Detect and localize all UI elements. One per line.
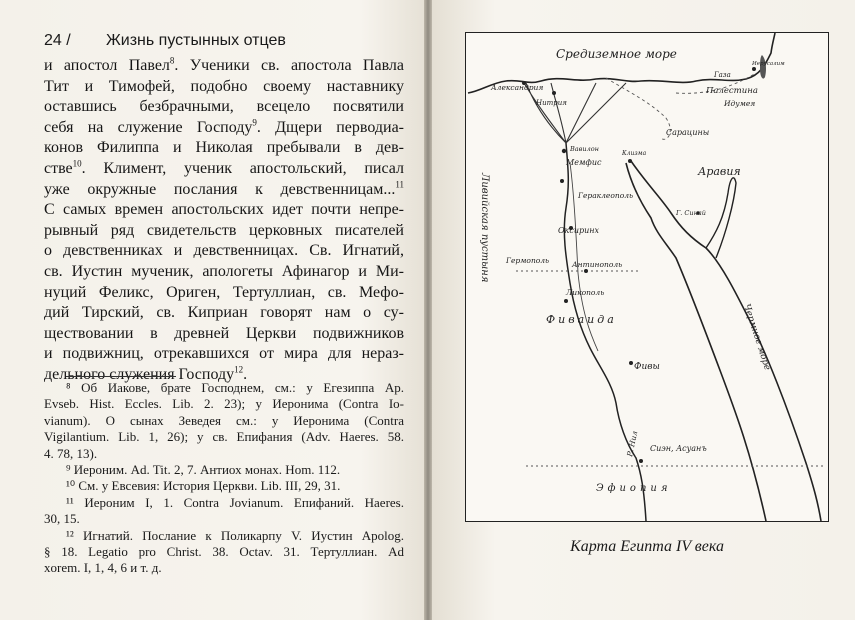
footnote-line: § 18. Legatio pro Christ. 38. Octav. 31. Тертуллиан. Ad	[44, 544, 404, 560]
red-sea-east-coast	[631, 161, 821, 521]
text-run: св. Иустин мученик, апологеты Афинагор и Ми-	[44, 262, 404, 280]
label-palestine: Палестина	[706, 86, 758, 96]
text-run: . Ученики св. апостола Павла	[174, 57, 404, 74]
text-run: .	[243, 365, 248, 383]
body-line	[44, 324, 404, 345]
footnote-ref: 9	[252, 117, 257, 128]
body-line	[44, 221, 404, 242]
page-number: 24 /	[44, 32, 71, 49]
footnote-line: ⁹ Иероним. Ad. Tit. 2, 7. Антиох монах. Hom. 112.	[66, 462, 341, 478]
label-thebaid: Фиваида	[546, 313, 617, 326]
text-run: . Дщери перводиа-	[256, 118, 404, 136]
label-babylon: Вавилон	[570, 145, 599, 153]
body-line	[44, 262, 404, 283]
footnote-line: Evseb. Hist. Eccles. Lib. 2. 23); у Иеронима (Contra Io-	[44, 396, 404, 412]
body-line	[44, 56, 404, 77]
map-caption: Карта Египта IV века	[570, 538, 724, 555]
running-head	[44, 32, 404, 50]
text-run: стве	[44, 159, 73, 177]
body-line	[44, 200, 404, 221]
footnote-ref: 8	[169, 55, 175, 66]
footnote-line: xorem. I, 1, 4, 6 и т. д.	[44, 560, 162, 576]
body-line	[44, 159, 404, 180]
label-saracens: Сарацины	[666, 128, 710, 137]
text-run: Тит и Тимофей, подобно своему наставнику	[44, 77, 404, 95]
footnote-rule	[66, 376, 176, 377]
body-line	[44, 180, 404, 201]
map-drawing	[466, 33, 828, 521]
label-thebes: Фивы	[634, 362, 660, 372]
label-alexandria: Александрия	[491, 83, 544, 92]
label-ethiopia: Эфиопия	[596, 483, 672, 494]
label-klysma: Клизма	[622, 150, 647, 157]
footnote-line: ¹⁰ См. у Евсевия: История Церкви. Lib. III, 29, 31.	[66, 478, 341, 494]
nile-delta	[524, 83, 626, 143]
running-title: Жизнь пустынных отцев	[106, 32, 286, 49]
label-arabia: Аравия	[698, 165, 741, 178]
body-line	[44, 138, 404, 159]
body-text	[44, 56, 404, 386]
label-sea-north: Средиземное море	[556, 47, 677, 61]
footnote-line: 30, 15.	[44, 511, 80, 527]
label-jerusalem: Иерусалим	[752, 61, 785, 67]
settlement-dots	[522, 67, 756, 463]
label-red-sea: Чермное море	[741, 302, 772, 372]
label-sinai: Г. Синай	[676, 209, 706, 217]
text-run: С самых времен апостольских идет почти непре-	[44, 201, 404, 219]
text-run: о девственниках и девственницах. Св. Игнатий,	[44, 242, 404, 260]
text-run: конов Филиппа и Николая пребывали в дев-	[44, 139, 404, 157]
footnotes	[44, 380, 404, 577]
body-line	[44, 344, 404, 365]
text-run: и апостол Павел	[44, 57, 170, 74]
label-nile: Р. Нил	[625, 430, 640, 458]
text-run: оставшись безбрачными, всецело посвятили	[44, 98, 404, 116]
text-run: дельного служения Господу	[44, 365, 235, 383]
footnote-ref: 10	[72, 158, 82, 169]
label-oxyrhynchus: Оксиринх	[558, 226, 600, 235]
body-line	[44, 241, 404, 262]
text-run: нуций Феликс, Ориген, Тертуллиан, св. Мефо-	[44, 283, 404, 301]
footnote-ref: 12	[234, 364, 244, 375]
text-run: и подвижниц, отрекавшихся от мира для нераз-	[44, 345, 404, 363]
body-line	[44, 77, 404, 98]
footnote-line: vianum). О сынах Зеведея см.: у Иеронима (Contra	[44, 412, 404, 428]
footnote-line: ⁸ Об Иакове, брате Господнем, см.: у Егезиппа Ap.	[66, 380, 404, 395]
footnote-line: ¹¹ Иероним I, 1. Contra Jovianum. Епифаний. Haeres.	[66, 494, 404, 510]
label-syene: Сиэн, Асуанъ	[650, 444, 707, 453]
footnote-line: Vigilantium. Lib. 1, 26); у св. Епифания (Adv. Haeres. 58.	[44, 429, 404, 445]
label-memphis: Мемфис	[566, 158, 602, 167]
label-heracleopolis: Гераклеополь	[578, 191, 634, 200]
text-run: рывный ряд свидетельств церковных писателей	[44, 221, 404, 239]
book-gutter	[424, 0, 432, 620]
gulf-of-aqaba	[706, 178, 736, 258]
label-nitria: Нитрия	[536, 99, 567, 107]
body-line	[44, 97, 404, 118]
map-of-egypt	[465, 32, 829, 522]
footnote-line: ¹² Игнатий. Послание к Поликарпу V. Иустин Apolog.	[66, 527, 404, 543]
body-line	[44, 118, 404, 139]
text-run: . Климент, ученик апостольский, писал	[81, 159, 404, 177]
footnote-ref: 11	[395, 179, 404, 190]
label-hermopolis: Гермополь	[506, 256, 550, 265]
label-gaza: Газа	[714, 71, 731, 79]
label-idumea: Идумея	[724, 99, 756, 108]
footnote-line: 4. 78, 13).	[44, 445, 98, 461]
text-run: дий Тирский, св. Киприан говорят нам о су-	[44, 304, 404, 322]
text-run: уже окружные послания к девственницам...	[44, 180, 396, 198]
text-run: себя на служение Господу	[44, 118, 253, 136]
body-line	[44, 283, 404, 304]
label-lycopolis: Ликополь	[566, 288, 605, 297]
text-run: ществовании в древней Церкви подвижников	[44, 324, 404, 342]
body-line	[44, 303, 404, 324]
label-antinoe: Антинополь	[572, 260, 623, 269]
label-libyan-desert: Ливийская пустыня	[479, 173, 490, 283]
